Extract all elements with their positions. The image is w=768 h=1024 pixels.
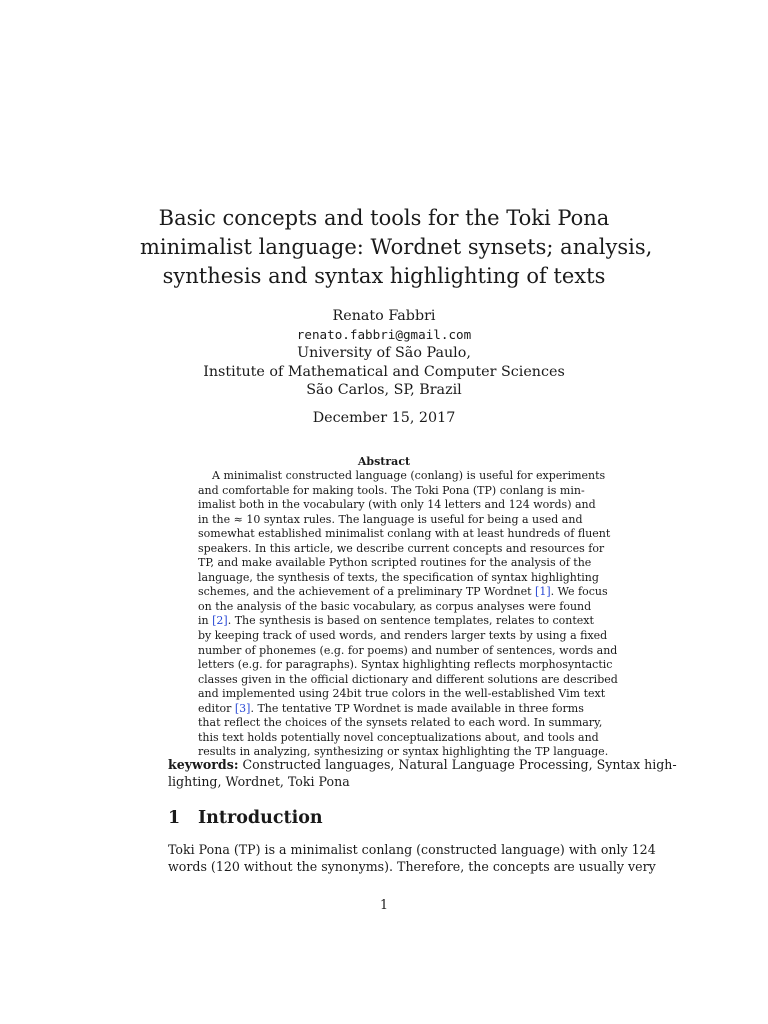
abstract-text: this text holds potentially novel conceptualizations about, and tools and	[198, 730, 599, 744]
paper-title	[140, 204, 653, 291]
abstract-text: A minimalist constructed language (conlang) is useful for experiments	[212, 469, 606, 482]
abstract-text: and comfortable for making tools. The Toki Pona (TP) conlang is min-	[198, 483, 585, 497]
keywords-block	[168, 757, 677, 790]
abstract-line	[198, 672, 618, 688]
abstract-line	[198, 541, 605, 557]
title-line: synthesis and syntax highlighting of texts	[162, 264, 606, 288]
affiliation-line: University of São Paulo,	[297, 345, 471, 362]
keywords-line	[168, 757, 677, 774]
abstract-text: on the analysis of the basic vocabulary, as corpus analyses were found	[198, 599, 592, 613]
abstract-line	[198, 716, 603, 731]
abstract-text: that reflect the choices of the synsets related to each word. In summary,	[198, 716, 603, 730]
abstract-text: classes given in the official dictionary and different solutions are described	[198, 672, 618, 686]
abstract-text: results in analyzing, synthesizing or syntax highlighting the TP language.	[198, 745, 609, 759]
abstract-text: in	[198, 614, 213, 628]
body-line: Toki Pona (TP) is a minimalist conlang (constructed language) with only 124	[168, 842, 656, 857]
introduction-text	[168, 841, 656, 875]
abstract-text: . The tentative TP Wordnet is made available in three forms	[250, 701, 584, 715]
page-number: 1	[379, 897, 388, 912]
abstract-line	[198, 687, 606, 702]
abstract-text: editor	[198, 701, 235, 715]
author-block	[140, 307, 628, 400]
author-name: Renato Fabbri	[332, 308, 436, 324]
abstract-heading: Abstract	[357, 455, 411, 468]
abstract-text: and implemented using 24bit true colors in the well-established Vim text	[198, 687, 606, 701]
abstract-line	[198, 512, 583, 528]
abstract-line	[198, 658, 613, 673]
keywords-text: Constructed languages, Natural Language Processing, Syntax high-	[242, 757, 677, 772]
affiliation-line: Institute of Mathematical and Computer Sciences	[203, 363, 565, 380]
abstract-text: . The synthesis is based on sentence templates, relates to context	[227, 614, 594, 628]
abstract-text: language, the synthesis of texts, the specification of syntax highlighting	[198, 570, 599, 584]
keywords-label: keywords:	[168, 757, 239, 772]
abstract-line	[198, 585, 608, 600]
abstract-text: TP, and make available Python scripted routines for the analysis of the	[198, 556, 592, 570]
abstract-line	[198, 629, 608, 644]
abstract-line	[198, 599, 592, 615]
abstract-line	[198, 556, 592, 571]
abstract-line	[198, 730, 599, 746]
abstract-line	[198, 527, 611, 542]
paper-date: December 15, 2017	[312, 410, 456, 426]
citation-link[interactable]: [3]	[234, 701, 251, 715]
abstract-line	[198, 643, 618, 659]
abstract-line	[198, 570, 599, 586]
abstract-text: schemes, and the achievement of a preliminary TP Wordnet	[198, 585, 536, 599]
abstract-body	[198, 469, 618, 760]
section-title: Introduction	[198, 808, 323, 828]
section-heading	[168, 808, 323, 828]
citation-link[interactable]: [1]	[535, 585, 551, 599]
citation-link[interactable]: [2]	[212, 614, 228, 628]
abstract-line	[198, 614, 594, 629]
abstract-text: somewhat established minimalist conlang with at least hundreds of fluent	[198, 527, 611, 541]
affiliation-line: São Carlos, SP, Brazil	[306, 382, 462, 399]
author-email[interactable]: renato.fabbri@gmail.com	[296, 326, 472, 342]
abstract-line	[198, 498, 596, 513]
abstract-text: letters (e.g. for paragraphs). Syntax highlighting reflects morphosyntactic	[198, 658, 613, 672]
abstract-line	[198, 469, 606, 484]
title-line: minimalist language: Wordnet synsets; analysis,	[140, 235, 653, 259]
keywords-line: lighting, Wordnet, Toki Pona	[168, 773, 350, 789]
abstract-text: in the ≈ 10 syntax rules. The language is useful for being a used and	[198, 512, 583, 526]
abstract-text: number of phonemes (e.g. for poems) and number of sentences, words and	[198, 643, 618, 657]
title-line: Basic concepts and tools for the Toki Pona	[158, 206, 610, 230]
abstract-text: speakers. In this article, we describe current concepts and resources for	[198, 541, 605, 555]
body-line: words (120 without the synonyms). Therefore, the concepts are usually very	[168, 859, 656, 874]
abstract-text: . We focus	[550, 585, 608, 599]
abstract-text: imalist both in the vocabulary (with only 14 letters and 124 words) and	[198, 498, 596, 512]
abstract-line	[198, 701, 584, 717]
abstract-line	[198, 483, 585, 499]
abstract-text: by keeping track of used words, and renders larger texts by using a fixed	[198, 629, 608, 643]
section-number: 1	[168, 808, 181, 828]
